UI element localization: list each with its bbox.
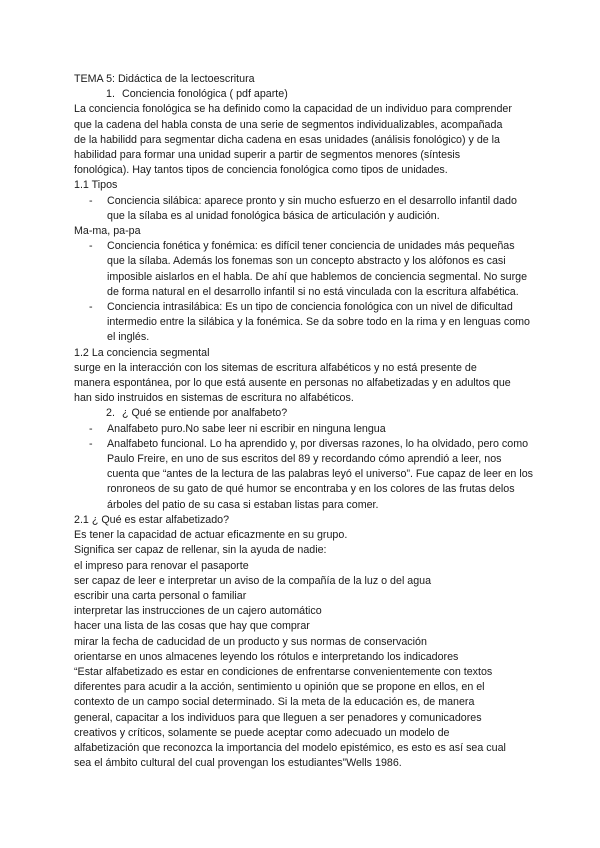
dash-bullet: - <box>89 194 93 207</box>
paragraph-line: surge en la interacción con los sitemas de escritura alfabéticos y no está presente de <box>74 361 477 374</box>
quote-line: sea el ámbito cultural del cual provengan los estudiantes”Wells 1986. <box>74 757 402 770</box>
paragraph-line: de la habilidd para segmentar dicha cadena en esas unidades (análisis fonológico) y de la <box>74 133 500 146</box>
paragraph-line: orientarse en unos almacenes leyendo los rótulos e interpretando los indicadores <box>74 650 459 663</box>
section-2-heading <box>74 406 534 421</box>
subsection-heading-segmental: 1.2 La conciencia segmental <box>74 346 210 359</box>
heading-text: ¿ Qué se entiende por analfabeto? <box>122 407 288 420</box>
list-item <box>74 194 534 224</box>
list-item <box>74 239 534 300</box>
document-page <box>74 72 534 771</box>
list-item-text: Conciencia silábica: aparece pronto y sin mucho esfuerzo en el desarrollo infantil dado que la sílaba es al unidad fonológica básica de articulación y audición. <box>107 194 517 222</box>
list-item-text: Conciencia fonética y fonémica: es difícil tener conciencia de unidades más pequeñas que la sílaba. Además los fonemas son un concepto abstracto y los alófonos es casi imposible aislarlos en el habla. De ahí que hablemos de conciencia segmental. No surge de forma natural en el desarrollo infantil si no está vinculada con la escritura alfabética. <box>107 240 528 298</box>
subsection-heading-tipos: 1.1 Tipos <box>74 179 118 192</box>
dash-bullet: - <box>89 240 93 253</box>
paragraph-line: ser capaz de leer e interpretar un aviso de la compañía de la luz o del agua <box>74 574 432 587</box>
paragraph-line: interpretar las instrucciones de un cajero automático <box>74 605 322 618</box>
paragraph-line: manera espontánea, por lo que está ausente en personas no alfabetizadas y en adultos que <box>74 377 511 390</box>
list-number: 2. <box>106 407 115 420</box>
quote-line: diferentes para acudir a la acción, sentimiento u opinión que se propone en ellos, en el <box>74 681 485 694</box>
heading-text: Conciencia fonológica ( pdf aparte) <box>122 88 288 101</box>
section-1-heading <box>74 87 534 102</box>
list-item-text: Conciencia intrasilábica: Es un tipo de conciencia fonológica con un nivel de dificultad intermedio entre la silábica y la fonémica. Se da sobre todo en la rima y en lenguas como el inglés. <box>107 301 530 344</box>
dash-bullet: - <box>89 422 93 435</box>
paragraph-line: el impreso para renovar el pasaporte <box>74 559 249 572</box>
paragraph-line: escribir una carta personal o familiar <box>74 589 247 602</box>
paragraph-line: hacer una lista de las cosas que hay que comprar <box>74 620 310 633</box>
paragraph-line: habilidad para formar una unidad superir a partir de segmentos menores (síntesis <box>74 149 461 162</box>
quote-line: creativos y críticos, solamente se puede aceptar como adecuado un modelo de <box>74 726 450 739</box>
quote-line: general, capacitar a los individuos para que lleguen a ser penadores y comunicadores <box>74 711 482 724</box>
paragraph-line: Significa ser capaz de rellenar, sin la ayuda de nadie: <box>74 544 327 557</box>
paragraph-line: Es tener la capacidad de actuar eficazmente en su grupo. <box>74 529 348 542</box>
paragraph-line: que la cadena del habla consta de una serie de segmentos individualizables, acompañada <box>74 118 503 131</box>
paragraph-line: fonológica). Hay tantos tipos de conciencia fonológica como tipos de unidades. <box>74 164 448 177</box>
list-item-text: Analfabeto puro.No sabe leer ni escribir en ninguna lengua <box>107 422 386 435</box>
dash-bullet: - <box>89 301 93 314</box>
dash-bullet: - <box>89 437 93 450</box>
list-item <box>74 437 534 513</box>
list-number: 1. <box>106 88 115 101</box>
list-item <box>74 300 534 346</box>
list-item-text: Analfabeto funcional. Lo ha aprendido y, por diversas razones, lo ha olvidado, pero como Paulo Freire, en uno de sus escritos del 89 y recordando cómo aprendió a leer, nos cuenta que “antes de la lectura de las palabras leyó el universo”. Fue capaz de leer en los ronroneos de su gato de qué humor se encontraba y en los colores de las frutas delos árboles del patio de su casa si estaban listas para comer. <box>107 437 533 511</box>
list-item <box>74 422 534 437</box>
paragraph-line: han sido instruidos en sistemas de escritura no alfabéticos. <box>74 392 354 405</box>
document-title: TEMA 5: Didáctica de la lectoescritura <box>74 73 255 85</box>
paragraph-line: La conciencia fonológica se ha definido como la capacidad de un individuo para comprender <box>74 103 512 116</box>
quote-line: contexto de un campo social determinado. Si la meta de la educación es, de manera <box>74 696 475 709</box>
paragraph-line: mirar la fecha de caducidad de un producto y sus normas de conservación <box>74 635 427 648</box>
quote-line: alfabetización que reconozca la importancia del modelo epistémico, es esto es así sea cual <box>74 741 506 754</box>
quote-line: “Estar alfabetizado es estar en condiciones de enfrentarse convenientemente con textos <box>74 665 493 678</box>
example-text: Ma-ma, pa-pa <box>74 225 141 238</box>
subsection-heading-alfabetizado: 2.1 ¿ Qué es estar alfabetizado? <box>74 513 230 526</box>
